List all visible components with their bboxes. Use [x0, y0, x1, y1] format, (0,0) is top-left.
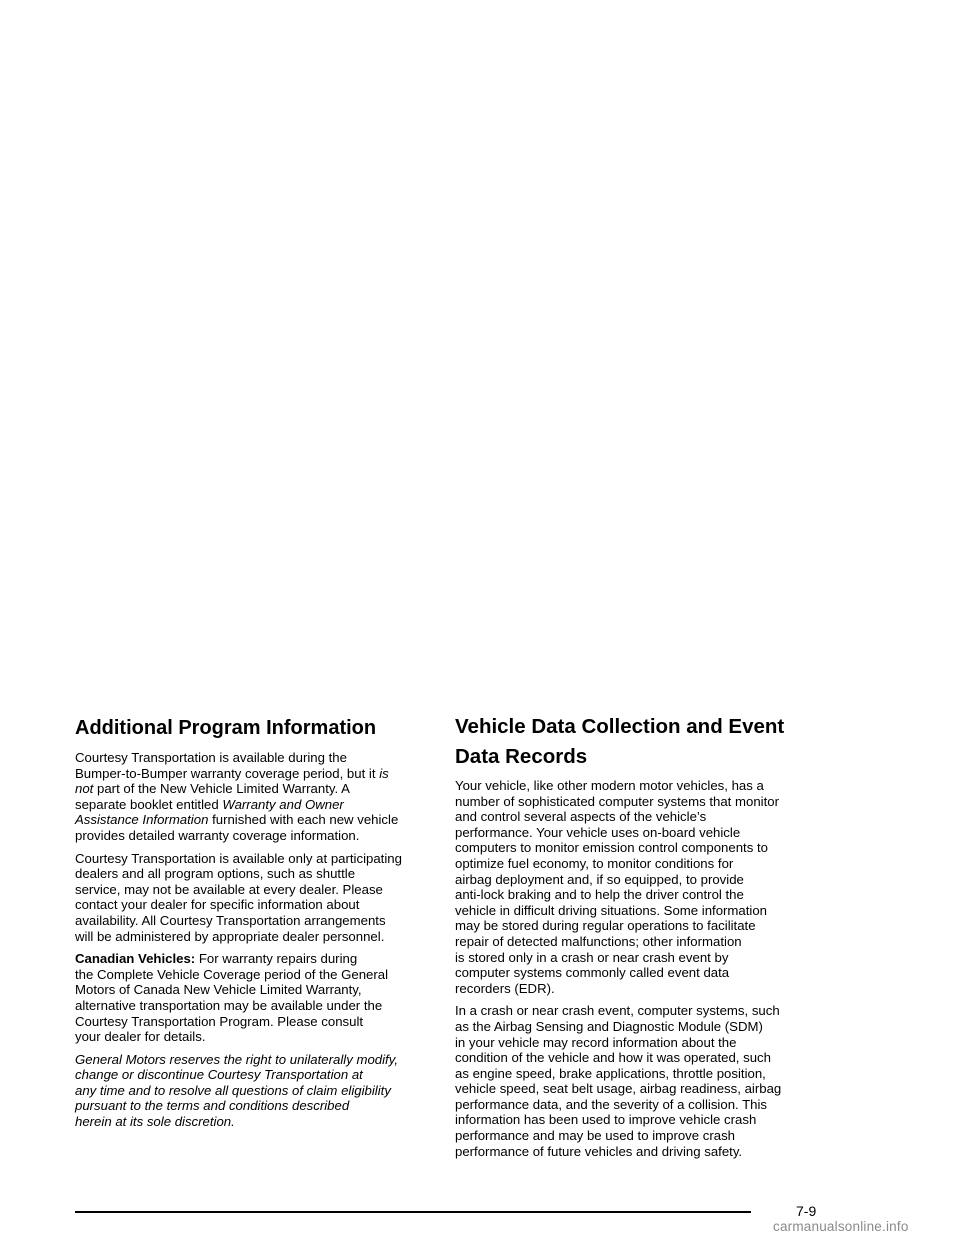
emphasis-text: Warranty and Owner — [222, 796, 344, 812]
text-span: separate booklet entitled — [75, 796, 223, 812]
text-line — [75, 766, 437, 782]
text-line: performance of future vehicles and driving safety. — [455, 1143, 743, 1159]
text-line: change or discontinue Courtesy Transportation at — [75, 1067, 363, 1083]
emphasis-text: is — [379, 765, 389, 781]
text-span: part of the New Vehicle Limited Warranty. A — [97, 781, 350, 797]
emphasis-text: Assistance Information — [75, 812, 209, 828]
text-line: optimize fuel economy, to monitor conditions for — [455, 855, 734, 871]
text-line: vehicle speed, seat belt usage, airbag readiness, airbag — [455, 1081, 782, 1097]
text-line: herein at its sole discretion. — [75, 1114, 235, 1130]
text-line: may be stored during regular operations to facilitate — [455, 918, 756, 934]
section-heading-additional-program: Additional Program Information — [75, 717, 377, 739]
right-column — [455, 712, 817, 1166]
text-line: Courtesy Transportation is available only at participating — [75, 850, 402, 866]
text-line: availability. All Courtesy Transportation arrangements — [75, 912, 386, 928]
text-line — [75, 812, 437, 828]
text-line: pursuant to the terms and conditions described — [75, 1098, 350, 1114]
text-line: Courtesy Transportation is available during the — [75, 750, 347, 765]
paragraph-gm-disclaimer — [75, 1052, 437, 1130]
text-line — [75, 951, 437, 967]
section-heading-vehicle-data — [455, 712, 817, 772]
text-line: anti-lock braking and to help the driver control the — [455, 887, 744, 903]
text-line: airbag deployment and, if so equipped, to provide — [455, 871, 744, 887]
text-line: is stored only in a crash or near crash event by — [455, 949, 729, 965]
paragraph-courtesy-availability — [75, 750, 437, 844]
text-line: as engine speed, brake applications, throttle position, — [455, 1065, 766, 1081]
text-line — [75, 797, 437, 813]
text-line: service, may not be available at every dealer. Please — [75, 881, 383, 897]
text-line: your dealer for details. — [75, 1029, 206, 1045]
text-line: provides detailed warranty coverage information. — [75, 827, 360, 843]
text-line: condition of the vehicle and how it was operated, such — [455, 1050, 771, 1066]
text-line: dealers and all program options, such as shuttle — [75, 866, 356, 882]
text-line: Motors of Canada New Vehicle Limited Warranty, — [75, 982, 362, 998]
text-line: number of sophisticated computer systems that monitor — [455, 793, 779, 809]
text-line: alternative transportation may be available under the — [75, 997, 383, 1013]
text-line: performance and may be used to improve crash — [455, 1128, 736, 1144]
text-line: vehicle in difficult driving situations. Some information — [455, 902, 768, 918]
page-number: 7-9 — [796, 1203, 817, 1219]
text-span: Bumper-to-Bumper warranty coverage period, but it — [75, 765, 380, 781]
paragraph-participating-dealers — [75, 851, 437, 945]
text-line: General Motors reserves the right to unilaterally modify, — [75, 1051, 398, 1067]
text-line: Courtesy Transportation Program. Please consult — [75, 1013, 364, 1029]
text-line: information has been used to improve vehicle crash — [455, 1112, 757, 1128]
text-line: Your vehicle, like other modern motor vehicles, has a — [455, 778, 764, 793]
watermark: carmanualsonline.info — [773, 1219, 909, 1234]
heading-line: Vehicle Data Collection and Event — [455, 715, 785, 738]
text-line: and control several aspects of the vehicle’s — [455, 809, 707, 825]
emphasis-text: not — [75, 781, 94, 797]
text-line: computer systems commonly called event data — [455, 965, 730, 981]
text-line: will be administered by appropriate dealer personnel. — [75, 928, 385, 944]
text-line: performance. Your vehicle uses on-board vehicle — [455, 824, 741, 840]
text-line: the Complete Vehicle Coverage period of the General — [75, 966, 389, 982]
bold-label: Canadian Vehicles: — [75, 951, 196, 967]
footer-rule — [75, 1211, 751, 1213]
text-line: any time and to resolve all questions of claim eligibility — [75, 1082, 391, 1098]
text-line — [75, 781, 437, 797]
paragraph-computer-systems — [455, 778, 817, 996]
text-span: For warranty repairs during — [195, 951, 358, 967]
paragraph-crash-event — [455, 1003, 817, 1159]
text-line: performance data, and the severity of a collision. This — [455, 1096, 768, 1112]
text-line: contact your dealer for specific information about — [75, 897, 360, 913]
text-line: recorders (EDR). — [455, 980, 555, 996]
heading-line: Data Records — [455, 745, 588, 768]
text-line: computers to monitor emission control components to — [455, 840, 768, 856]
left-column — [75, 712, 437, 1137]
text-line: as the Airbag Sensing and Diagnostic Module (SDM) — [455, 1018, 763, 1034]
text-line: In a crash or near crash event, computer systems, such — [455, 1003, 780, 1019]
text-span: furnished with each new vehicle — [212, 812, 399, 828]
text-line: repair of detected malfunctions; other information — [455, 933, 742, 949]
paragraph-canadian-vehicles — [75, 951, 437, 1045]
text-line: in your vehicle may record information about the — [455, 1034, 737, 1050]
